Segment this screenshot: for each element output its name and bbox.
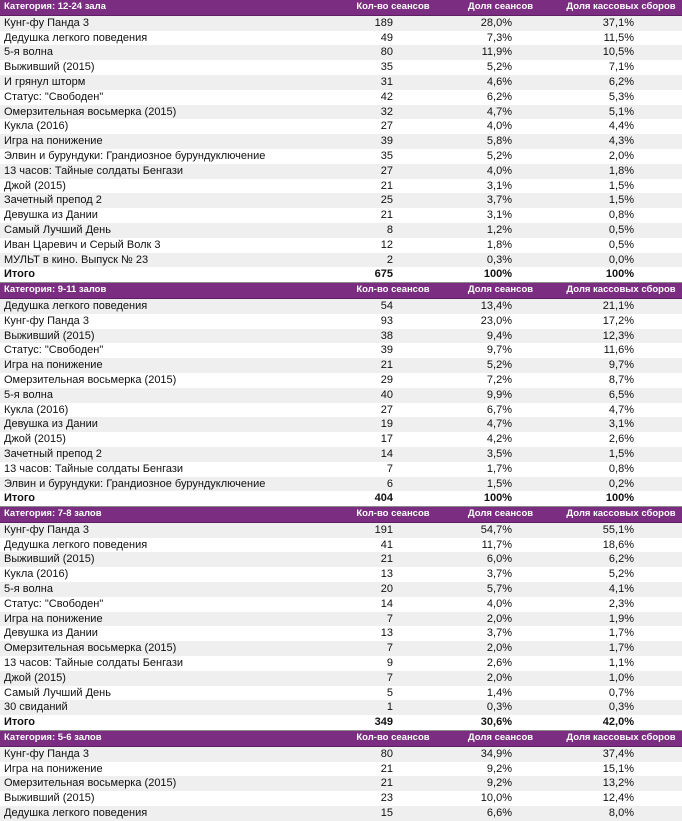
sessions-count: 38 bbox=[345, 329, 441, 344]
table-row bbox=[0, 746, 682, 761]
sessions-share: 11,9% bbox=[441, 45, 560, 60]
film-title: Статус: "Свободен" bbox=[0, 343, 345, 358]
film-title: 30 свиданий bbox=[0, 700, 345, 715]
sessions-count: 23 bbox=[345, 791, 441, 806]
sessions-count: 9 bbox=[345, 656, 441, 671]
box-office-share: 18,6% bbox=[560, 538, 682, 553]
total-sessions: 675 bbox=[345, 267, 441, 282]
table-row bbox=[0, 298, 682, 313]
film-title: Игра на понижение bbox=[0, 134, 345, 149]
table-row bbox=[0, 641, 682, 656]
film-title: Выживший (2015) bbox=[0, 552, 345, 567]
sessions-count: 5 bbox=[345, 686, 441, 701]
film-title: Кунг-фу Панда 3 bbox=[0, 314, 345, 329]
category-title: Категория: 7-8 залов bbox=[0, 507, 345, 523]
category-title: Категория: 5-6 залов bbox=[0, 731, 345, 747]
table-row bbox=[0, 193, 682, 208]
film-title: Дедушка легкого поведения bbox=[0, 31, 345, 46]
box-office-share: 0,0% bbox=[560, 253, 682, 268]
table-row bbox=[0, 15, 682, 30]
box-office-share: 1,0% bbox=[560, 671, 682, 686]
category-title: Категория: 12-24 зала bbox=[0, 0, 345, 15]
sessions-share: 28,0% bbox=[441, 15, 560, 30]
table-row bbox=[0, 552, 682, 567]
sessions-count: 54 bbox=[345, 298, 441, 313]
table-row bbox=[0, 164, 682, 179]
sessions-share: 3,5% bbox=[441, 447, 560, 462]
sessions-count: 32 bbox=[345, 105, 441, 120]
sessions-count: 35 bbox=[345, 60, 441, 75]
box-office-share: 0,2% bbox=[560, 477, 682, 492]
sessions-count: 21 bbox=[345, 552, 441, 567]
sessions-share: 0,3% bbox=[441, 253, 560, 268]
film-title: Игра на понижение bbox=[0, 762, 345, 777]
box-office-share: 2,3% bbox=[560, 597, 682, 612]
sessions-share: 3,7% bbox=[441, 193, 560, 208]
sessions-count: 39 bbox=[345, 343, 441, 358]
table-row bbox=[0, 343, 682, 358]
sessions-share: 2,6% bbox=[441, 656, 560, 671]
sessions-count: 21 bbox=[345, 208, 441, 223]
box-office-share: 1,7% bbox=[560, 641, 682, 656]
box-office-share: 1,5% bbox=[560, 193, 682, 208]
sessions-share: 4,0% bbox=[441, 164, 560, 179]
sessions-share: 6,0% bbox=[441, 552, 560, 567]
film-title: И грянул шторм bbox=[0, 75, 345, 90]
sessions-share: 0,3% bbox=[441, 700, 560, 715]
film-title: 5-я волна bbox=[0, 582, 345, 597]
box-office-share: 1,5% bbox=[560, 179, 682, 194]
column-header: Доля сеансов bbox=[441, 0, 560, 15]
sessions-count: 20 bbox=[345, 582, 441, 597]
film-title: Дедушка легкого поведения bbox=[0, 806, 345, 821]
sessions-count: 39 bbox=[345, 134, 441, 149]
sessions-share: 5,2% bbox=[441, 358, 560, 373]
table-row bbox=[0, 806, 682, 821]
film-title: МУЛЬТ в кино. Выпуск № 23 bbox=[0, 253, 345, 268]
table-row bbox=[0, 31, 682, 46]
sessions-share: 5,8% bbox=[441, 134, 560, 149]
film-title: Дедушка легкого поведения bbox=[0, 538, 345, 553]
sessions-count: 1 bbox=[345, 700, 441, 715]
film-title: Девушка из Дании bbox=[0, 417, 345, 432]
sessions-count: 7 bbox=[345, 462, 441, 477]
sessions-share: 10,0% bbox=[441, 791, 560, 806]
table-row bbox=[0, 447, 682, 462]
table-row bbox=[0, 90, 682, 105]
table-row bbox=[0, 417, 682, 432]
table-row bbox=[0, 119, 682, 134]
film-title: Дедушка легкого поведения bbox=[0, 298, 345, 313]
table-row bbox=[0, 75, 682, 90]
sessions-share: 4,0% bbox=[441, 119, 560, 134]
box-office-share: 5,1% bbox=[560, 105, 682, 120]
table-row bbox=[0, 134, 682, 149]
film-title: Самый Лучший День bbox=[0, 686, 345, 701]
sessions-count: 13 bbox=[345, 626, 441, 641]
film-title: 13 часов: Тайные солдаты Бенгази bbox=[0, 656, 345, 671]
category-header-row bbox=[0, 283, 682, 299]
total-box-office-share: 100% bbox=[560, 491, 682, 506]
film-title: Зачетный препод 2 bbox=[0, 193, 345, 208]
sessions-count: 27 bbox=[345, 403, 441, 418]
sessions-share: 54,7% bbox=[441, 522, 560, 537]
box-office-share: 8,0% bbox=[560, 806, 682, 821]
sessions-share: 4,0% bbox=[441, 597, 560, 612]
film-title: Кукла (2016) bbox=[0, 119, 345, 134]
table-row bbox=[0, 373, 682, 388]
box-office-share: 7,1% bbox=[560, 60, 682, 75]
sessions-count: 7 bbox=[345, 641, 441, 656]
box-office-share: 2,0% bbox=[560, 149, 682, 164]
table-row bbox=[0, 314, 682, 329]
column-header: Доля кассовых сборов bbox=[560, 283, 682, 299]
film-title: Кунг-фу Панда 3 bbox=[0, 15, 345, 30]
sessions-count: 35 bbox=[345, 149, 441, 164]
total-label: Итого bbox=[0, 491, 345, 506]
table-row bbox=[0, 105, 682, 120]
sessions-count: 191 bbox=[345, 522, 441, 537]
table-row bbox=[0, 612, 682, 627]
box-office-share: 15,1% bbox=[560, 762, 682, 777]
sessions-count: 31 bbox=[345, 75, 441, 90]
sessions-share: 3,1% bbox=[441, 208, 560, 223]
column-header: Доля кассовых сборов bbox=[560, 0, 682, 15]
table-row bbox=[0, 477, 682, 492]
category-title: Категория: 9-11 залов bbox=[0, 283, 345, 299]
sessions-share: 1,7% bbox=[441, 462, 560, 477]
film-title: 13 часов: Тайные солдаты Бенгази bbox=[0, 462, 345, 477]
total-label: Итого bbox=[0, 715, 345, 730]
column-header: Доля кассовых сборов bbox=[560, 731, 682, 747]
sessions-share: 4,7% bbox=[441, 105, 560, 120]
film-title: Статус: "Свободен" bbox=[0, 597, 345, 612]
sessions-share: 9,4% bbox=[441, 329, 560, 344]
sessions-count: 29 bbox=[345, 373, 441, 388]
category-header-row bbox=[0, 731, 682, 747]
film-title: Девушка из Дании bbox=[0, 626, 345, 641]
sessions-count: 17 bbox=[345, 432, 441, 447]
sessions-count: 41 bbox=[345, 538, 441, 553]
table-row bbox=[0, 432, 682, 447]
sessions-count: 15 bbox=[345, 806, 441, 821]
box-office-share: 21,1% bbox=[560, 298, 682, 313]
sessions-share: 1,8% bbox=[441, 238, 560, 253]
box-office-share: 4,3% bbox=[560, 134, 682, 149]
sessions-share: 6,7% bbox=[441, 403, 560, 418]
box-office-share: 1,1% bbox=[560, 656, 682, 671]
sessions-count: 7 bbox=[345, 612, 441, 627]
category-header-row bbox=[0, 0, 682, 15]
sessions-count: 80 bbox=[345, 45, 441, 60]
sessions-share: 23,0% bbox=[441, 314, 560, 329]
box-office-share: 13,2% bbox=[560, 776, 682, 791]
table-row bbox=[0, 208, 682, 223]
sessions-share: 3,1% bbox=[441, 179, 560, 194]
table-row bbox=[0, 60, 682, 75]
table-row bbox=[0, 582, 682, 597]
sessions-count: 27 bbox=[345, 164, 441, 179]
category-header-row bbox=[0, 507, 682, 523]
film-title: Омерзительная восьмерка (2015) bbox=[0, 105, 345, 120]
film-title: Кунг-фу Панда 3 bbox=[0, 522, 345, 537]
box-office-share: 55,1% bbox=[560, 522, 682, 537]
total-box-office-share: 100% bbox=[560, 267, 682, 282]
table-row bbox=[0, 238, 682, 253]
sessions-share: 2,0% bbox=[441, 641, 560, 656]
box-office-share: 6,5% bbox=[560, 388, 682, 403]
box-office-share: 5,3% bbox=[560, 90, 682, 105]
sessions-count: 12 bbox=[345, 238, 441, 253]
sessions-count: 19 bbox=[345, 417, 441, 432]
sessions-share: 3,7% bbox=[441, 567, 560, 582]
film-title: Зачетный препод 2 bbox=[0, 447, 345, 462]
film-title: 5-я волна bbox=[0, 45, 345, 60]
sessions-share: 9,7% bbox=[441, 343, 560, 358]
sessions-share: 11,7% bbox=[441, 538, 560, 553]
film-title: Игра на понижение bbox=[0, 612, 345, 627]
box-office-share: 1,8% bbox=[560, 164, 682, 179]
film-title: 5-я волна bbox=[0, 388, 345, 403]
film-title: Кукла (2016) bbox=[0, 567, 345, 582]
sessions-share: 9,9% bbox=[441, 388, 560, 403]
box-office-share: 4,1% bbox=[560, 582, 682, 597]
box-office-share: 0,7% bbox=[560, 686, 682, 701]
total-box-office-share: 42,0% bbox=[560, 715, 682, 730]
sessions-share: 1,4% bbox=[441, 686, 560, 701]
film-title: Джой (2015) bbox=[0, 432, 345, 447]
sessions-share: 4,6% bbox=[441, 75, 560, 90]
film-title: Элвин и бурундуки: Грандиозное бурундуключение bbox=[0, 149, 345, 164]
film-title: Выживший (2015) bbox=[0, 329, 345, 344]
table-row bbox=[0, 179, 682, 194]
sessions-share: 5,2% bbox=[441, 149, 560, 164]
table-row bbox=[0, 149, 682, 164]
table-row bbox=[0, 671, 682, 686]
sessions-share: 2,0% bbox=[441, 612, 560, 627]
sessions-count: 40 bbox=[345, 388, 441, 403]
box-office-share: 10,5% bbox=[560, 45, 682, 60]
sessions-count: 13 bbox=[345, 567, 441, 582]
total-label: Итого bbox=[0, 267, 345, 282]
table-row bbox=[0, 253, 682, 268]
box-office-share: 12,3% bbox=[560, 329, 682, 344]
table-row bbox=[0, 223, 682, 238]
film-title: Игра на понижение bbox=[0, 358, 345, 373]
total-sessions-share: 30,6% bbox=[441, 715, 560, 730]
sessions-count: 6 bbox=[345, 477, 441, 492]
sessions-share: 9,2% bbox=[441, 776, 560, 791]
box-office-share: 37,4% bbox=[560, 746, 682, 761]
sessions-share: 4,7% bbox=[441, 417, 560, 432]
film-title: Омерзительная восьмерка (2015) bbox=[0, 776, 345, 791]
sessions-count: 80 bbox=[345, 746, 441, 761]
sessions-count: 21 bbox=[345, 179, 441, 194]
column-header: Доля сеансов bbox=[441, 731, 560, 747]
box-office-share: 1,5% bbox=[560, 447, 682, 462]
box-office-share: 1,9% bbox=[560, 612, 682, 627]
table-row bbox=[0, 626, 682, 641]
box-office-share: 17,2% bbox=[560, 314, 682, 329]
table-row bbox=[0, 776, 682, 791]
column-header: Кол-во сеансов bbox=[345, 0, 441, 15]
box-office-share: 6,2% bbox=[560, 552, 682, 567]
sessions-share: 9,2% bbox=[441, 762, 560, 777]
film-title: Омерзительная восьмерка (2015) bbox=[0, 641, 345, 656]
film-title: Кукла (2016) bbox=[0, 403, 345, 418]
box-office-share: 8,7% bbox=[560, 373, 682, 388]
box-office-share: 9,7% bbox=[560, 358, 682, 373]
sessions-share: 4,2% bbox=[441, 432, 560, 447]
box-office-share: 37,1% bbox=[560, 15, 682, 30]
sessions-count: 21 bbox=[345, 762, 441, 777]
film-title: Элвин и бурундуки: Грандиозное бурундуключение bbox=[0, 477, 345, 492]
table-row bbox=[0, 388, 682, 403]
column-header: Доля сеансов bbox=[441, 283, 560, 299]
film-title: Статус: "Свободен" bbox=[0, 90, 345, 105]
table-row bbox=[0, 686, 682, 701]
table-row bbox=[0, 656, 682, 671]
sessions-count: 25 bbox=[345, 193, 441, 208]
box-office-share: 0,5% bbox=[560, 238, 682, 253]
film-title: Девушка из Дании bbox=[0, 208, 345, 223]
total-row bbox=[0, 715, 682, 730]
sessions-share: 1,2% bbox=[441, 223, 560, 238]
total-row bbox=[0, 491, 682, 506]
table-row bbox=[0, 522, 682, 537]
total-sessions-share: 100% bbox=[441, 491, 560, 506]
sessions-count: 27 bbox=[345, 119, 441, 134]
sessions-share: 3,7% bbox=[441, 626, 560, 641]
sessions-share: 7,3% bbox=[441, 31, 560, 46]
table-row bbox=[0, 358, 682, 373]
film-title: 13 часов: Тайные солдаты Бенгази bbox=[0, 164, 345, 179]
column-header: Доля сеансов bbox=[441, 507, 560, 523]
column-header: Кол-во сеансов bbox=[345, 507, 441, 523]
sessions-count: 14 bbox=[345, 597, 441, 612]
table-row bbox=[0, 538, 682, 553]
table-row bbox=[0, 567, 682, 582]
sessions-count: 93 bbox=[345, 314, 441, 329]
film-title: Джой (2015) bbox=[0, 671, 345, 686]
box-office-share: 1,7% bbox=[560, 626, 682, 641]
film-title: Иван Царевич и Серый Волк 3 bbox=[0, 238, 345, 253]
sessions-share: 1,5% bbox=[441, 477, 560, 492]
box-office-share: 3,1% bbox=[560, 417, 682, 432]
box-office-share: 12,4% bbox=[560, 791, 682, 806]
box-office-share: 0,8% bbox=[560, 208, 682, 223]
box-office-share: 6,2% bbox=[560, 75, 682, 90]
total-sessions: 404 bbox=[345, 491, 441, 506]
sessions-count: 189 bbox=[345, 15, 441, 30]
sessions-share: 34,9% bbox=[441, 746, 560, 761]
column-header: Кол-во сеансов bbox=[345, 283, 441, 299]
box-office-share: 2,6% bbox=[560, 432, 682, 447]
box-office-share: 0,3% bbox=[560, 700, 682, 715]
box-office-share: 0,8% bbox=[560, 462, 682, 477]
table-row bbox=[0, 329, 682, 344]
box-office-share: 4,7% bbox=[560, 403, 682, 418]
sessions-share: 2,0% bbox=[441, 671, 560, 686]
sessions-share: 5,2% bbox=[441, 60, 560, 75]
film-title: Джой (2015) bbox=[0, 179, 345, 194]
film-title: Выживший (2015) bbox=[0, 791, 345, 806]
sessions-count: 2 bbox=[345, 253, 441, 268]
box-office-share: 4,4% bbox=[560, 119, 682, 134]
sessions-count: 42 bbox=[345, 90, 441, 105]
film-title: Выживший (2015) bbox=[0, 60, 345, 75]
table-row bbox=[0, 45, 682, 60]
sessions-share: 5,7% bbox=[441, 582, 560, 597]
column-header: Кол-во сеансов bbox=[345, 731, 441, 747]
box-office-share: 0,5% bbox=[560, 223, 682, 238]
column-header: Доля кассовых сборов bbox=[560, 507, 682, 523]
box-office-share: 11,6% bbox=[560, 343, 682, 358]
total-row bbox=[0, 267, 682, 282]
sessions-count: 8 bbox=[345, 223, 441, 238]
total-sessions: 349 bbox=[345, 715, 441, 730]
film-title: Омерзительная восьмерка (2015) bbox=[0, 373, 345, 388]
table-row bbox=[0, 762, 682, 777]
table-row bbox=[0, 791, 682, 806]
table-row bbox=[0, 597, 682, 612]
box-office-share: 5,2% bbox=[560, 567, 682, 582]
sessions-count: 49 bbox=[345, 31, 441, 46]
total-sessions-share: 100% bbox=[441, 267, 560, 282]
sessions-share: 7,2% bbox=[441, 373, 560, 388]
film-title: Кунг-фу Панда 3 bbox=[0, 746, 345, 761]
sessions-count: 7 bbox=[345, 671, 441, 686]
sessions-count: 21 bbox=[345, 776, 441, 791]
table-row bbox=[0, 700, 682, 715]
sessions-share: 6,2% bbox=[441, 90, 560, 105]
sessions-count: 21 bbox=[345, 358, 441, 373]
sessions-count: 14 bbox=[345, 447, 441, 462]
table-row bbox=[0, 462, 682, 477]
table-row bbox=[0, 403, 682, 418]
box-office-share: 11,5% bbox=[560, 31, 682, 46]
film-title: Самый Лучший День bbox=[0, 223, 345, 238]
sessions-share: 13,4% bbox=[441, 298, 560, 313]
sessions-share: 6,6% bbox=[441, 806, 560, 821]
